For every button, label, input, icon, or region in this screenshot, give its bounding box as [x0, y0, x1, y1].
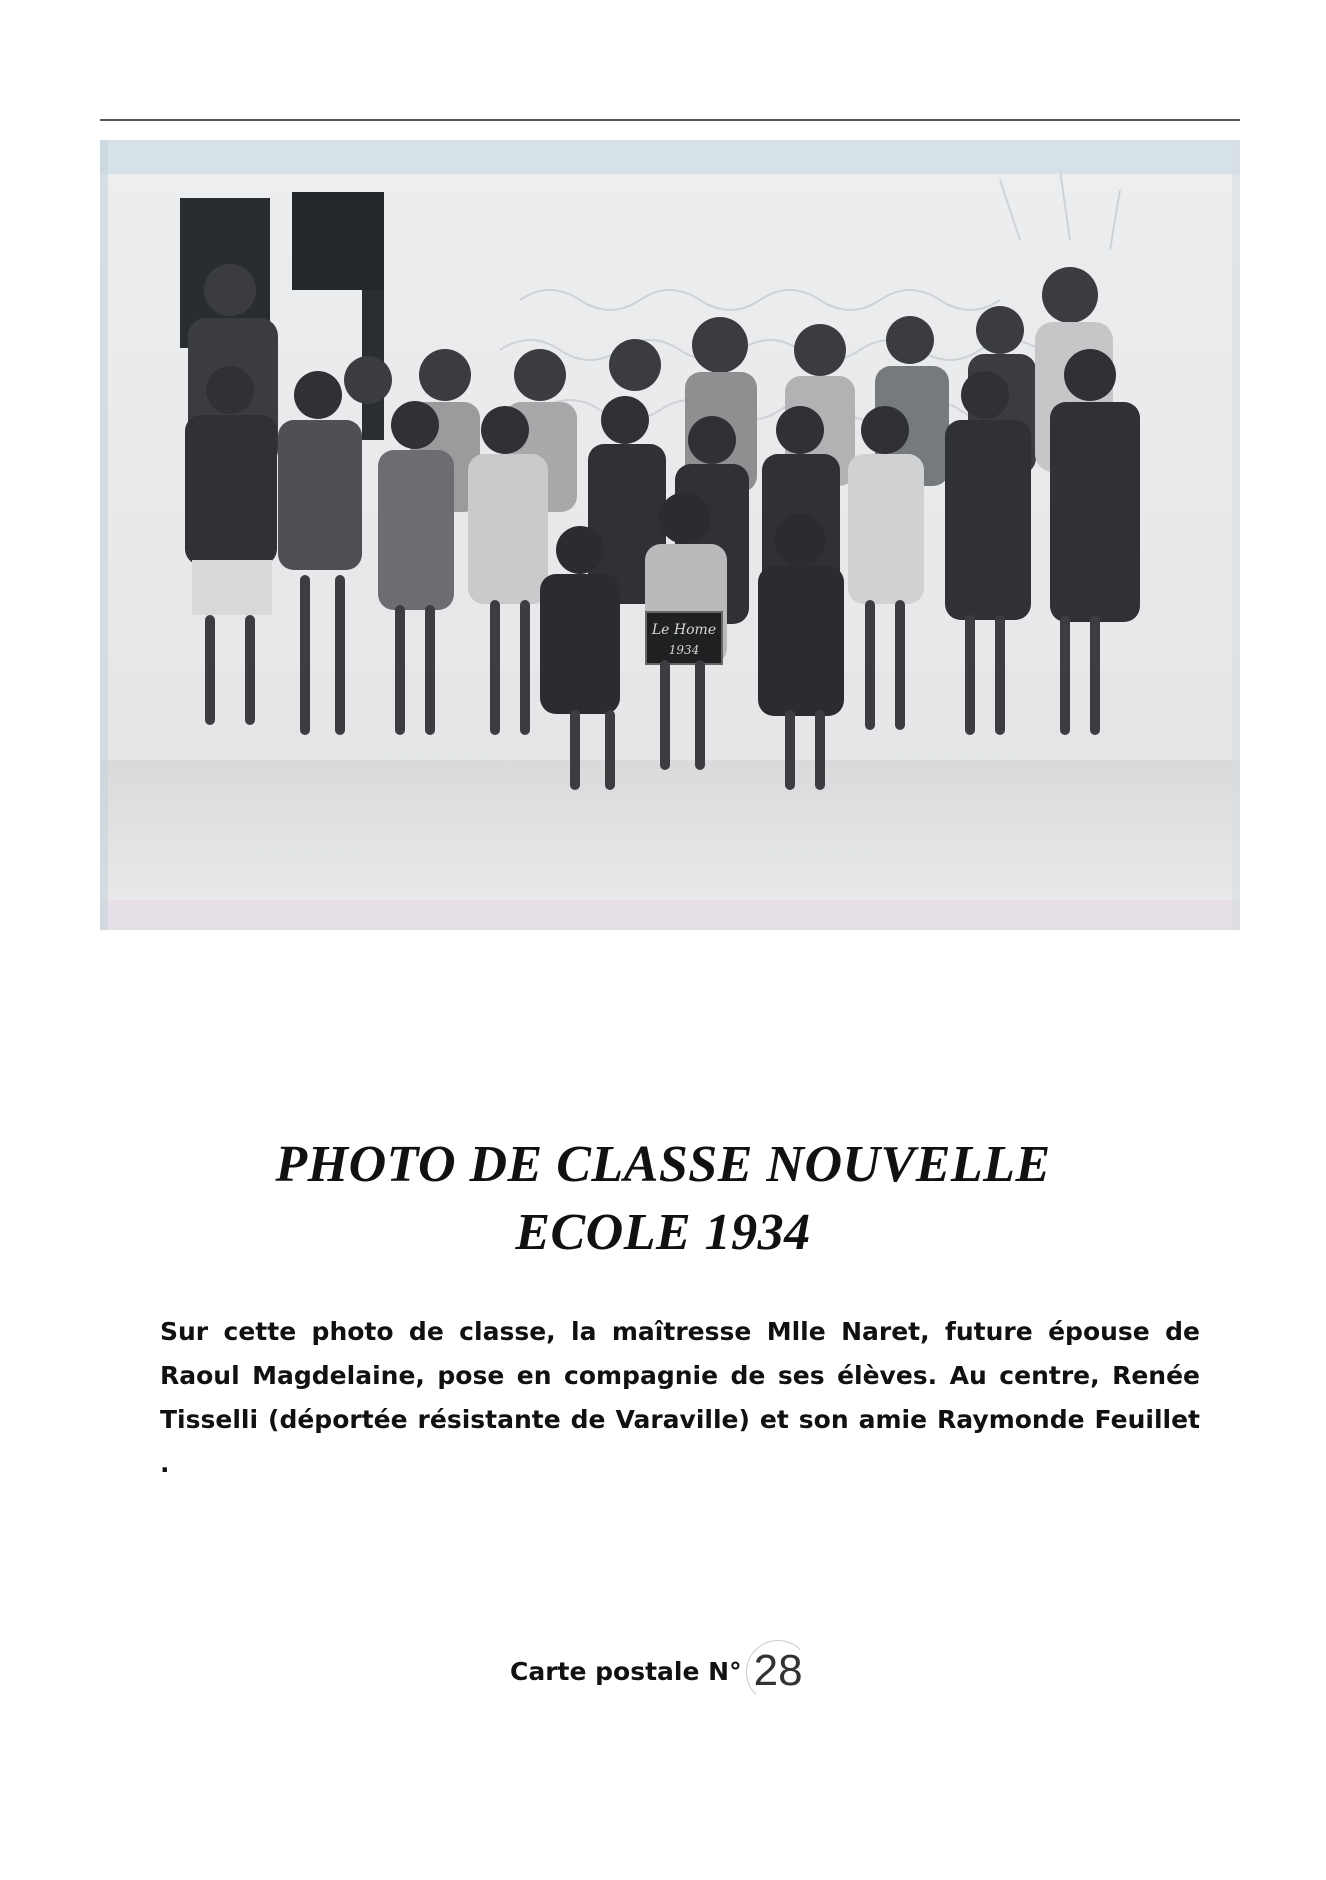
title-line-1: PHOTO DE CLASSE NOUVELLE: [275, 1136, 1051, 1193]
class-photo: [100, 140, 1240, 930]
title-line-2: ECOLE 1934: [515, 1204, 811, 1261]
top-rule: [100, 119, 1240, 121]
slate-line1: Le Home: [651, 622, 717, 638]
postcard-label: Carte postale N°: [510, 1656, 742, 1686]
postcard-footer: [510, 1641, 803, 1701]
slate-line2: 1934: [668, 643, 700, 657]
class-photo-image: [100, 140, 1240, 930]
postcard-number: 28: [753, 1646, 803, 1695]
caption-paragraph: Sur cette photo de classe, la maîtresse Mlle Naret, future épouse de Raoul Magdelaine, pose en compagnie de ses élèves. Au centre, Renée Tisselli (déportée résistante de Varaville) et son amie Raymonde Feuillet .: [160, 1317, 1200, 1478]
